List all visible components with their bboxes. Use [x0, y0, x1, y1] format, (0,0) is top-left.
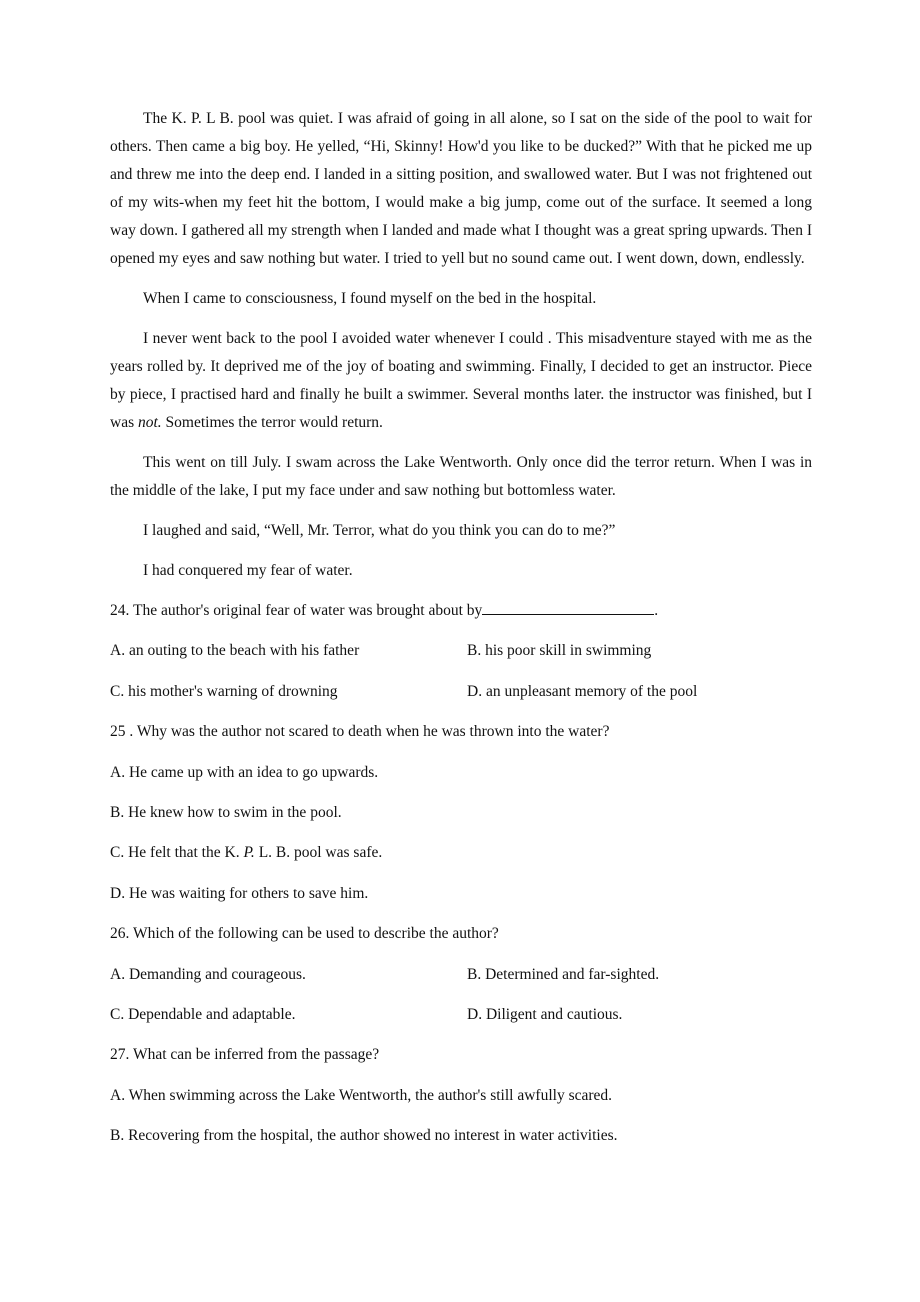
option-25-d: D. He was waiting for others to save him. — [110, 884, 369, 902]
passage-paragraph-6: I had conquered my fear of water. — [143, 562, 353, 579]
option-27-a: A. When swimming across the Lake Wentworth, the author's still awfully scared. — [110, 1086, 613, 1104]
question-24-options-row-2 — [110, 678, 812, 718]
passage-paragraph-2: When I came to consciousness, I found myself on the bed in the hospital. — [143, 290, 597, 307]
option-26-d: D. Diligent and cautious. — [467, 1005, 623, 1023]
question-24-stem — [110, 597, 812, 637]
option-25-b: B. He knew how to swim in the pool. — [110, 803, 342, 821]
question-27-stem: 27. What can be inferred from the passage? — [110, 1046, 380, 1064]
question-26-options-row-2 — [110, 1001, 812, 1041]
option-26-a: A. Demanding and courageous. — [110, 965, 306, 983]
option-24-d: D. an unpleasant memory of the pool — [467, 682, 698, 700]
option-26-b: B. Determined and far-sighted. — [467, 965, 660, 983]
passage-paragraph-1: The K. P. L B. pool was quiet. I was afraid of going in all alone, so I sat on the side of the pool to wait for others. Then came a big boy. He yelled, “Hi, Skinny! How'd you like to be ducked?” With that he picked me up and threw me into the deep end. I landed in a sitting position, and swallowed water. But I was not frightened out of my wits-when my feet hit the bottom, I would make a big jump, come out of the surface. It seemed a long way down. I gathered all my strength when I landed and made what I thought was a great spring upwards. Then I opened my eyes and saw nothing but water. I tried to yell but no sound came out. I went down, down, endlessly. — [110, 110, 812, 267]
question-24-end: . — [654, 602, 659, 619]
passage-paragraph-4: This went on till July. I swam across the Lake Wentworth. Only once did the terror return. When I was in the middle of the lake, I put my face under and saw nothing but bottomless water. — [110, 454, 812, 499]
paragraph-3-text-end: Sometimes the terror would return. — [161, 414, 383, 431]
question-24-options-row-1 — [110, 637, 812, 677]
passage-paragraph-5: I laughed and said, “Well, Mr. Terror, what do you think you can do to me?” — [143, 522, 616, 539]
option-27-b: B. Recovering from the hospital, the author showed no interest in water activities. — [110, 1127, 618, 1145]
option-25-a: A. He came up with an idea to go upwards. — [110, 763, 379, 781]
paragraph-3-text-start: I never went back to the pool I avoided water whenever I could . This misadventure stayed with me as the years rolled by. It deprived me of the joy of boating and swimming. Finally, I decided to get an instructor. Piece by piece, I practised hard and finally he built a swimmer. Several months later. the instructor was finished, but I was — [110, 330, 812, 431]
question-25-stem: 25 . Why was the author not scared to death when he was thrown into the water? — [110, 723, 610, 741]
document-page — [110, 105, 812, 1162]
option-26-c: C. Dependable and adaptable. — [110, 1005, 296, 1023]
question-26-stem: 26. Which of the following can be used to describe the author? — [110, 925, 499, 943]
option-25-c — [110, 839, 812, 879]
option-25-c-end: L. B. pool was safe. — [254, 844, 383, 862]
option-24-b: B. his poor skill in swimming — [467, 642, 652, 660]
passage-paragraph-3 — [110, 325, 812, 437]
option-25-c-start: C. He felt that the K. — [110, 844, 244, 862]
option-24-a: A. an outing to the beach with his father — [110, 642, 360, 660]
option-24-c: C. his mother's warning of drowning — [110, 682, 338, 700]
option-25-c-emphasis: P. — [243, 844, 255, 862]
answer-blank — [482, 598, 654, 615]
question-26-options-row-1 — [110, 961, 812, 1001]
paragraph-3-emphasis: not. — [137, 414, 162, 431]
question-24-text: 24. The author's original fear of water was brought about by — [110, 602, 483, 619]
